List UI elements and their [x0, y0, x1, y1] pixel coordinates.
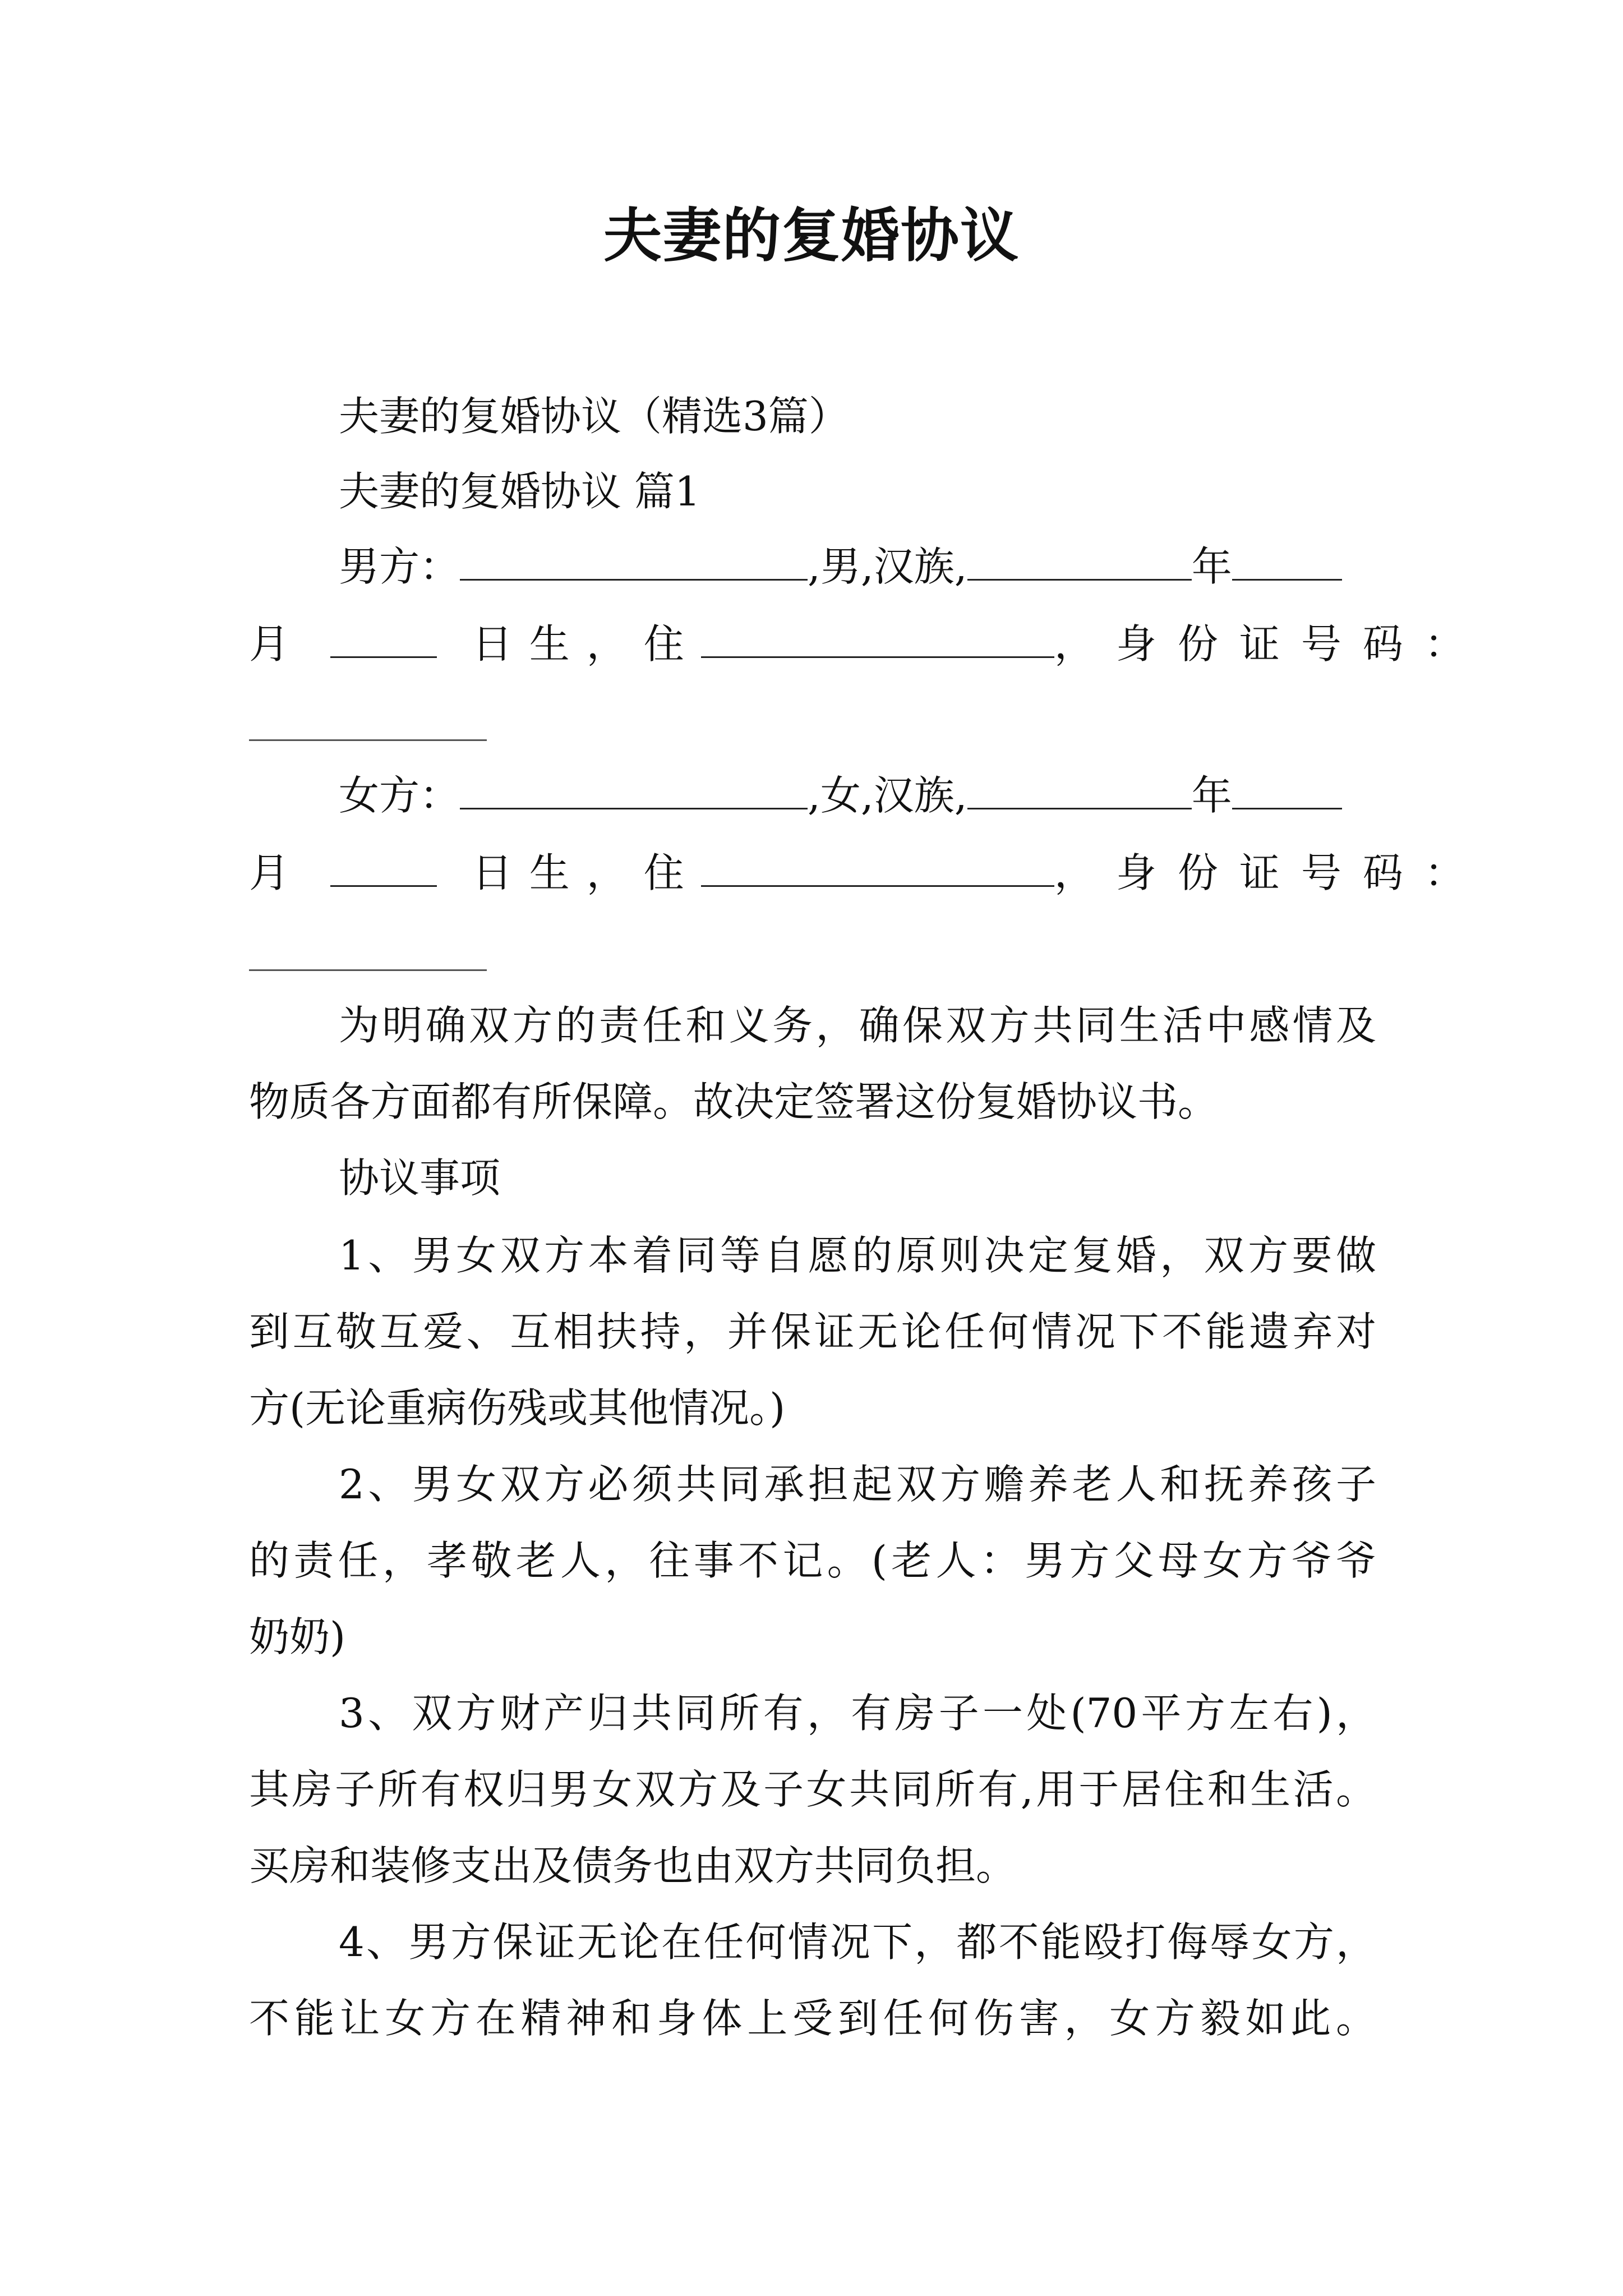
man-name-blank[interactable]: [460, 544, 808, 581]
man-day-live: 日生，住: [472, 620, 701, 668]
item1-line-3: 方(无论重病伤残或其他情况。): [249, 1384, 786, 1432]
woman-id-blank[interactable]: [249, 969, 487, 971]
subtitle: 夫妻的复婚协议（精选3篇）: [339, 393, 849, 440]
man-label: 男方：: [339, 543, 460, 590]
woman-month-label: 月: [249, 849, 290, 896]
woman-info-line-1: [249, 767, 1376, 823]
woman-day-blank[interactable]: [330, 850, 437, 887]
woman-gender: ,女,汉族,: [808, 772, 967, 819]
man-address-blank[interactable]: [701, 622, 1054, 658]
woman-id-label: ，身份证号码：: [1054, 849, 1486, 896]
document-title: 夫妻的复婚协议: [603, 201, 1020, 270]
intro-line-2: 物质各方面都有所保障。故决定签署这份复婚协议书。: [249, 1078, 1219, 1125]
item4-line-1: 4、男方保证无论在任何情况下，都不能殴打侮辱女方，: [339, 1918, 1376, 1966]
woman-year-blank[interactable]: [967, 773, 1192, 809]
item2-line-3: 奶奶): [249, 1613, 346, 1660]
item3-line-1: 3、双方财产归共同所有，有房子一处(70平方左右)，: [339, 1690, 1376, 1737]
item2-line-1: 2、男女双方必须共同承担起双方赡养老人和抚养孩子: [339, 1461, 1376, 1508]
items-heading: 协议事项: [339, 1154, 501, 1202]
woman-month-blank[interactable]: [1232, 773, 1342, 809]
woman-label: 女方：: [339, 772, 460, 819]
man-gender: ,男,汉族,: [808, 543, 967, 590]
item1-line-2: 到互敬互爱、互相扶持，并保证无论任何情况下不能遗弃对: [249, 1308, 1376, 1355]
man-info-line-1: [249, 539, 1376, 595]
man-id-blank[interactable]: [249, 739, 487, 741]
section-heading: 夫妻的复婚协议 篇1: [339, 468, 700, 515]
man-year-label: 年: [1191, 543, 1232, 590]
man-info-line-2: [249, 616, 1486, 672]
item1-line-1: 1、男女双方本着同等自愿的原则决定复婚，双方要做: [339, 1232, 1376, 1279]
man-month-label: 月: [249, 620, 290, 668]
item3-line-2: 其房子所有权归男女双方及子女共同所有,用于居住和生活。: [249, 1766, 1376, 1813]
woman-day-live: 日生，住: [472, 849, 701, 896]
woman-address-blank[interactable]: [701, 850, 1054, 887]
man-id-label: ，身份证号码：: [1054, 620, 1486, 668]
item4-line-2: 不能让女方在精神和身体上受到任何伤害，女方毅如此。: [249, 1995, 1376, 2042]
intro-line-1: 为明确双方的责任和义务，确保双方共同生活中感情及: [339, 1002, 1376, 1049]
woman-year-label: 年: [1191, 772, 1232, 819]
item2-line-2: 的责任，孝敬老人，往事不记。(老人：男方父母女方爷爷: [249, 1537, 1376, 1584]
woman-info-line-2: [249, 845, 1486, 901]
man-day-blank[interactable]: [330, 622, 437, 658]
woman-name-blank[interactable]: [460, 773, 808, 809]
man-month-blank[interactable]: [1232, 544, 1342, 581]
item3-line-3: 买房和装修支出及债务也由双方共同负担。: [249, 1842, 1017, 1889]
man-year-blank[interactable]: [967, 544, 1192, 581]
